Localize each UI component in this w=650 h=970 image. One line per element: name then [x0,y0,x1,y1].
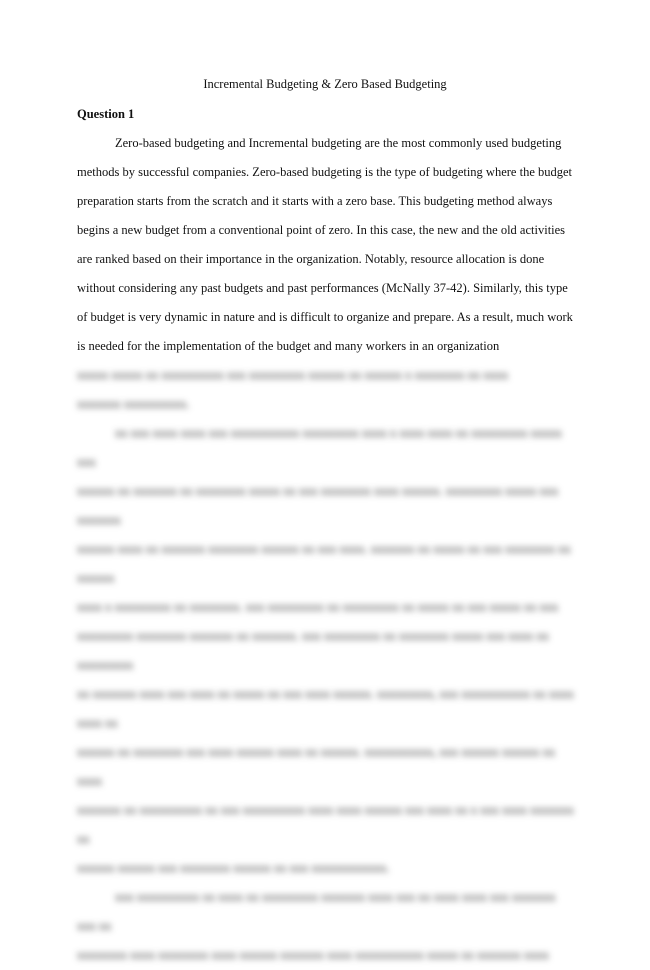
blurred-preview-text: xxxxx xxxxx xx xxxxxxxxxx xxx xxxxxxxxx xxxxxx xx xxxxxx x xxxxxxxx xx xxxx xxxxxxx xxxxxxxxxx. xx xxx xxxx xxxx xxx xxxxxxxxxxx xxxxxxxxx xxxx x xxxx xxxx xx xxxxxxxxx xxxxx xxx xxxxxx xx xxxxxxx xx xxxxxxxx xxxxx xx xxx xxxxxxxx xxxx xxxxxx. xxxxxxxxx xxxxx xxx xxxxxxx xxxxxx xxxx xx xxxxxxx xxxxxxxx xxxxxx xx xxx xxxx. xxxxxxx xx xxxxx xx xxx xxxxxxxx xx xxxxxx xxxx x xxxxxxxxx xx xxxxxxxx. xxx xxxxxxxxx xx xxxxxxxxx xx xxxxx xx xxx xxxxx xx xxx xxxxxxxxx xxxxxxxx xxxxxxx xx xxxxxxx. xxx xxxxxxxxx xx xxxxxxxx xxxxx xxx xxxx xx xxxxxxxxx xx xxxxxxx xxxx xxx xxxx xx xxxxx xx xxx xxxx xxxxxx. xxxxxxxxx, xxx xxxxxxxxxxx xx xxxx xxxx xx xxxxxx xx xxxxxxxx xxx xxxx xxxxxx xxxx xx xxxxxx. xxxxxxxxxxx, xxx xxxxxx xxxxxx xx xxxx xxxxxxx xx xxxxxxxxxx xx xxx xxxxxxxxxx xxxx xxxx xxxxxx xxx xxxx xx x xxx xxxx xxxxxxx xx xxxxxx xxxxxx xxx xxxxxxxx xxxxxx xx xxx xxxxxxxxxxxx. xxx xxxxxxxxxx xx xxxx xx xxxxxxxxx xxxxxxx xxxx xxx xx xxxx xxxx xxx xxxxxxx xxx xx xxxxxxxx xxxx xxxxxxxx xxxx xxxxxx xxxxxxx xxxx xxxxxxxxxxx xxxxx xx xxxxxxx xxxx [77,368,574,962]
question-heading: Question 1 [77,107,135,121]
document-title: Incremental Budgeting & Zero Based Budgeting [203,77,447,91]
paragraph-1: Zero-based budgeting and Incremental budgeting are the most commonly used budgeting methods by successful companies. Zero-based budgeting is the type of budgeting where the budget preparation starts from the scratch and it starts with a zero base. This budgeting method always begins a new budget from a conventional point of zero. In this case, the new and the old activities are ranked based on their importance in the organization. Notably, resource allocation is done without considering any past budgets and past performances (McNally 37-42). Similarly, this type of budget is very dynamic in nature and is difficult to organize and prepare. As a result, much work is needed for the implementation of the budget and many workers in an organization [77,136,573,353]
